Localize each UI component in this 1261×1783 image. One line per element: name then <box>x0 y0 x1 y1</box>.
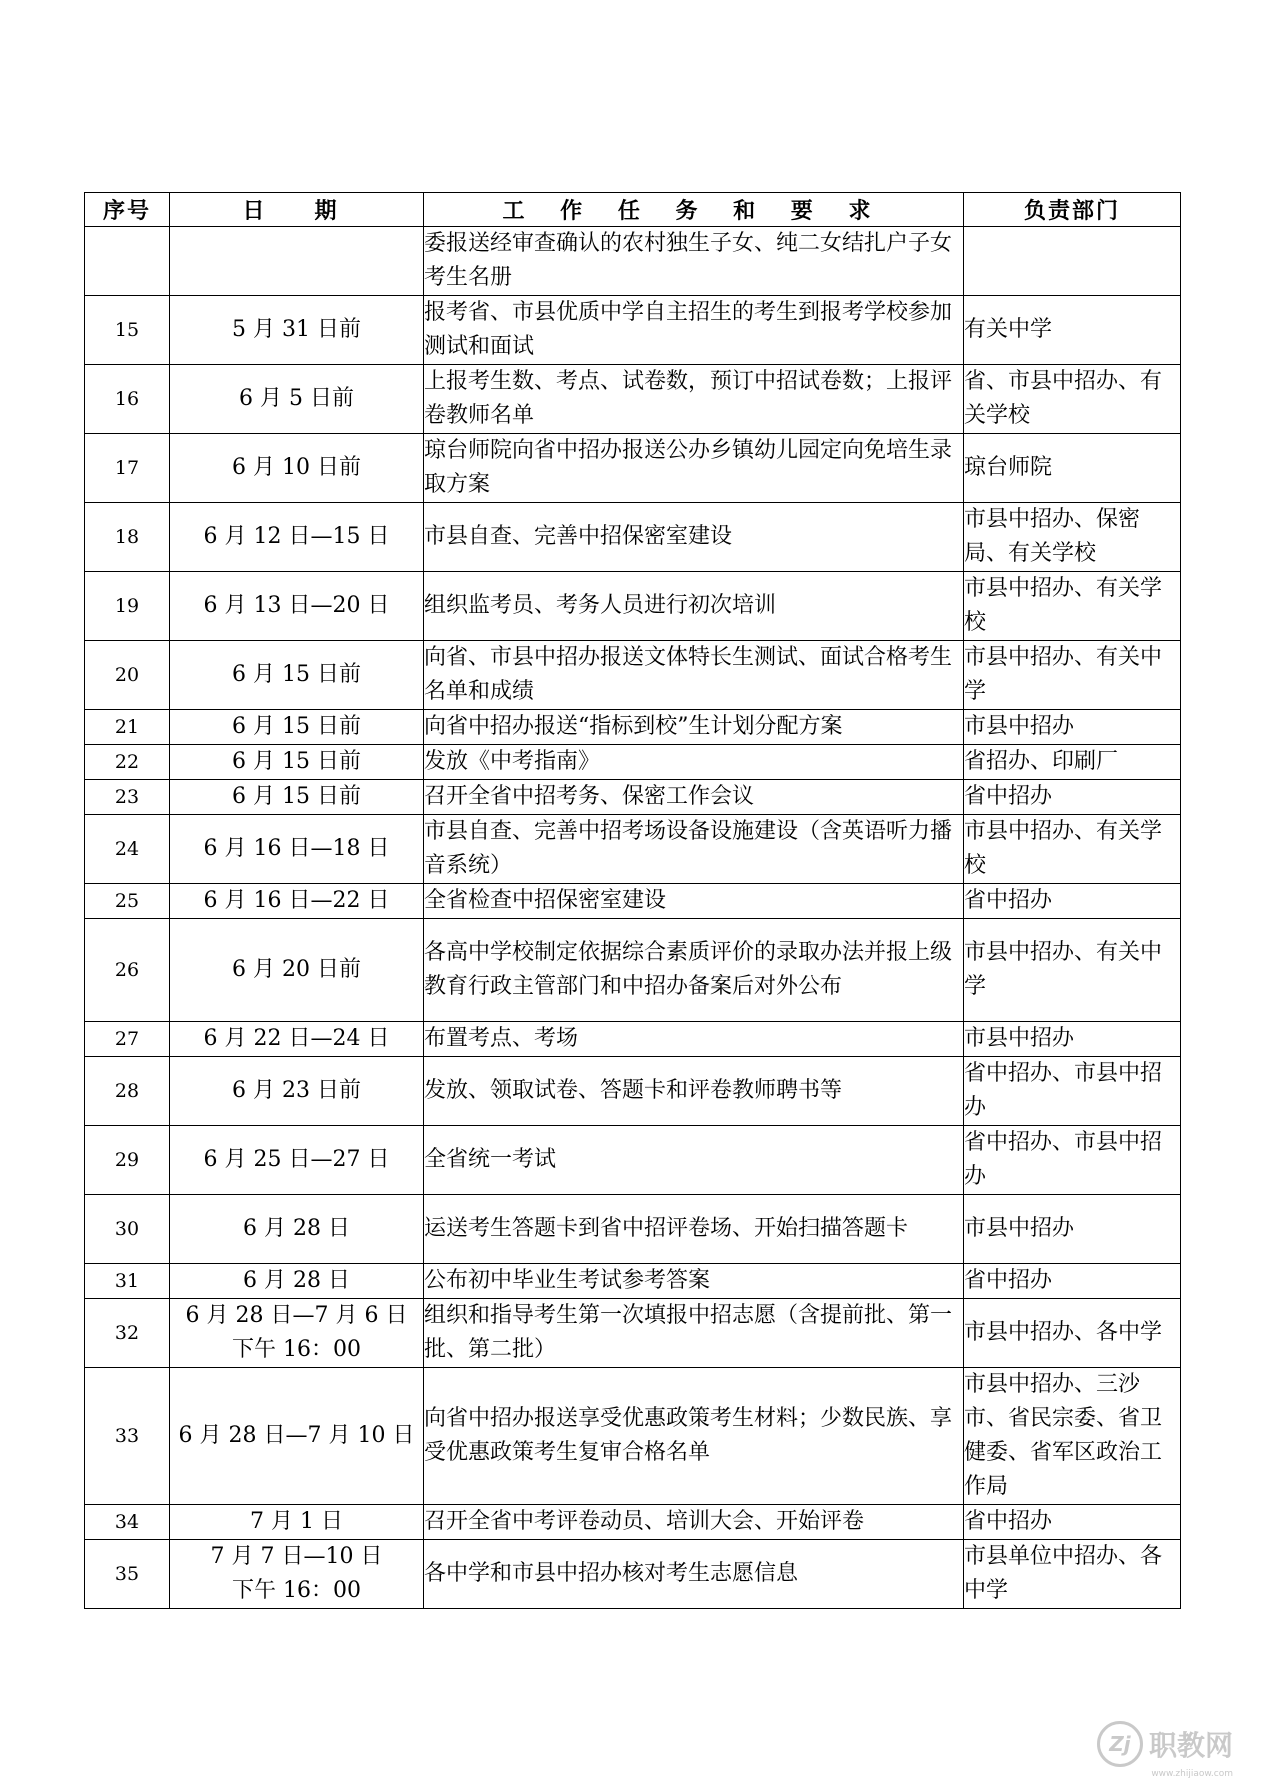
cell-date: 6 月 13 日—20 日 <box>170 572 424 641</box>
cell-date: 6 月 16 日—22 日 <box>170 884 424 919</box>
cell-task: 召开全省中考评卷动员、培训大会、开始评卷 <box>424 1505 964 1540</box>
cell-seq: 32 <box>85 1299 170 1368</box>
table-row <box>85 1195 1181 1264</box>
cell-task: 公布初中毕业生考试参考答案 <box>424 1264 964 1299</box>
cell-task: 上报考生数、考点、试卷数，预订中招试卷数；上报评卷教师名单 <box>424 365 964 434</box>
cell-task: 向省中招办报送享受优惠政策考生材料；少数民族、享受优惠政策考生复审合格名单 <box>424 1368 964 1505</box>
cell-task: 向省、市县中招办报送文体特长生测试、面试合格考生名单和成绩 <box>424 641 964 710</box>
cell-date: 6 月 28 日—7 月 10 日 <box>170 1368 424 1505</box>
cell-dept: 省中招办 <box>964 884 1181 919</box>
cell-date: 6 月 28 日 <box>170 1264 424 1299</box>
cell-seq: 27 <box>85 1022 170 1057</box>
table-row <box>85 365 1181 434</box>
cell-dept: 省中招办 <box>964 780 1181 815</box>
table-row <box>85 710 1181 745</box>
cell-seq: 25 <box>85 884 170 919</box>
cell-date: 6 月 12 日—15 日 <box>170 503 424 572</box>
cell-task: 向省中招办报送“指标到校”生计划分配方案 <box>424 710 964 745</box>
cell-date: 6 月 28 日—7 月 6 日 下午 16：00 <box>170 1299 424 1368</box>
cell-dept: 市县中招办 <box>964 710 1181 745</box>
cell-dept: 市县中招办、三沙市、省民宗委、省卫健委、省军区政治工作局 <box>964 1368 1181 1505</box>
table-row <box>85 641 1181 710</box>
cell-task: 组织监考员、考务人员进行初次培训 <box>424 572 964 641</box>
table-row <box>85 1299 1181 1368</box>
watermark-text: 职教网 <box>1148 1729 1233 1762</box>
cell-date: 6 月 16 日—18 日 <box>170 815 424 884</box>
cell-dept: 市县中招办、有关中学 <box>964 919 1181 1022</box>
cell-date <box>170 227 424 296</box>
cell-date: 6 月 5 日前 <box>170 365 424 434</box>
cell-date: 6 月 20 日前 <box>170 919 424 1022</box>
cell-task: 各高中学校制定依据综合素质评价的录取办法并报上级教育行政主管部门和中招办备案后对外公布 <box>424 919 964 1022</box>
cell-dept: 省、市县中招办、有关学校 <box>964 365 1181 434</box>
table-body <box>85 227 1181 1609</box>
cell-seq: 21 <box>85 710 170 745</box>
cell-task: 各中学和市县中招办核对考生志愿信息 <box>424 1540 964 1609</box>
cell-date: 6 月 15 日前 <box>170 641 424 710</box>
cell-task: 市县自查、完善中招考场设备设施建设（含英语听力播音系统） <box>424 815 964 884</box>
cell-date: 6 月 15 日前 <box>170 745 424 780</box>
table-row <box>85 1126 1181 1195</box>
cell-seq: 34 <box>85 1505 170 1540</box>
cell-seq: 19 <box>85 572 170 641</box>
cell-task: 发放《中考指南》 <box>424 745 964 780</box>
cell-dept: 琼台师院 <box>964 434 1181 503</box>
cell-task: 全省检查中招保密室建设 <box>424 884 964 919</box>
table-row <box>85 227 1181 296</box>
cell-seq: 15 <box>85 296 170 365</box>
cell-dept: 市县中招办、有关学校 <box>964 572 1181 641</box>
cell-date: 6 月 15 日前 <box>170 710 424 745</box>
cell-date: 7 月 1 日 <box>170 1505 424 1540</box>
cell-seq: 33 <box>85 1368 170 1505</box>
cell-task: 组织和指导考生第一次填报中招志愿（含提前批、第一批、第二批） <box>424 1299 964 1368</box>
cell-seq: 24 <box>85 815 170 884</box>
cell-dept: 有关中学 <box>964 296 1181 365</box>
header-date: 日 期 <box>170 193 424 227</box>
header-dept: 负责部门 <box>964 193 1181 227</box>
cell-task: 琼台师院向省中招办报送公办乡镇幼儿园定向免培生录取方案 <box>424 434 964 503</box>
header-seq: 序号 <box>85 193 170 227</box>
table-row <box>85 1264 1181 1299</box>
cell-dept: 省中招办 <box>964 1505 1181 1540</box>
cell-date: 7 月 7 日—10 日 下午 16：00 <box>170 1540 424 1609</box>
table-row <box>85 1022 1181 1057</box>
cell-dept: 省中招办、市县中招办 <box>964 1057 1181 1126</box>
cell-dept: 市县中招办、保密局、有关学校 <box>964 503 1181 572</box>
schedule-table <box>84 192 1181 1609</box>
cell-task: 市县自查、完善中招保密室建设 <box>424 503 964 572</box>
cell-seq: 22 <box>85 745 170 780</box>
table-row <box>85 1057 1181 1126</box>
watermark <box>1097 1721 1233 1779</box>
cell-task: 委报送经审查确认的农村独生子女、纯二女结扎户子女考生名册 <box>424 227 964 296</box>
cell-dept: 市县单位中招办、各中学 <box>964 1540 1181 1609</box>
cell-seq: 16 <box>85 365 170 434</box>
watermark-url: www.zhijiaow.com <box>1151 1769 1233 1779</box>
header-row <box>85 193 1181 227</box>
table-row <box>85 815 1181 884</box>
cell-task: 布置考点、考场 <box>424 1022 964 1057</box>
table-row <box>85 745 1181 780</box>
cell-task: 运送考生答题卡到省中招评卷场、开始扫描答题卡 <box>424 1195 964 1264</box>
cell-seq: 35 <box>85 1540 170 1609</box>
cell-seq: 18 <box>85 503 170 572</box>
cell-seq: 20 <box>85 641 170 710</box>
table-row <box>85 572 1181 641</box>
cell-task: 全省统一考试 <box>424 1126 964 1195</box>
cell-dept: 省中招办、市县中招办 <box>964 1126 1181 1195</box>
table-row <box>85 434 1181 503</box>
cell-date: 6 月 10 日前 <box>170 434 424 503</box>
cell-dept: 市县中招办 <box>964 1022 1181 1057</box>
cell-date: 6 月 28 日 <box>170 1195 424 1264</box>
table-row <box>85 1505 1181 1540</box>
cell-dept: 市县中招办、有关中学 <box>964 641 1181 710</box>
cell-date: 6 月 15 日前 <box>170 780 424 815</box>
table-row <box>85 1368 1181 1505</box>
cell-seq: 29 <box>85 1126 170 1195</box>
table-row <box>85 780 1181 815</box>
cell-date: 6 月 22 日—24 日 <box>170 1022 424 1057</box>
cell-dept: 省中招办 <box>964 1264 1181 1299</box>
cell-seq: 30 <box>85 1195 170 1264</box>
cell-seq: 26 <box>85 919 170 1022</box>
cell-date: 6 月 23 日前 <box>170 1057 424 1126</box>
table-row <box>85 1540 1181 1609</box>
table-row <box>85 503 1181 572</box>
table-row <box>85 296 1181 365</box>
cell-seq: 17 <box>85 434 170 503</box>
table-row <box>85 884 1181 919</box>
cell-dept: 市县中招办 <box>964 1195 1181 1264</box>
table-row <box>85 919 1181 1022</box>
cell-seq: 23 <box>85 780 170 815</box>
cell-task: 报考省、市县优质中学自主招生的考生到报考学校参加测试和面试 <box>424 296 964 365</box>
cell-date: 5 月 31 日前 <box>170 296 424 365</box>
cell-dept: 市县中招办、有关学校 <box>964 815 1181 884</box>
cell-task: 发放、领取试卷、答题卡和评卷教师聘书等 <box>424 1057 964 1126</box>
cell-task: 召开全省中招考务、保密工作会议 <box>424 780 964 815</box>
cell-seq: 31 <box>85 1264 170 1299</box>
cell-dept: 市县中招办、各中学 <box>964 1299 1181 1368</box>
cell-seq: 28 <box>85 1057 170 1126</box>
cell-dept <box>964 227 1181 296</box>
cell-seq <box>85 227 170 296</box>
cell-dept: 省招办、印刷厂 <box>964 745 1181 780</box>
header-task: 工 作 任 务 和 要 求 <box>424 193 964 227</box>
cell-date: 6 月 25 日—27 日 <box>170 1126 424 1195</box>
watermark-logo-icon: Zj <box>1097 1721 1143 1767</box>
